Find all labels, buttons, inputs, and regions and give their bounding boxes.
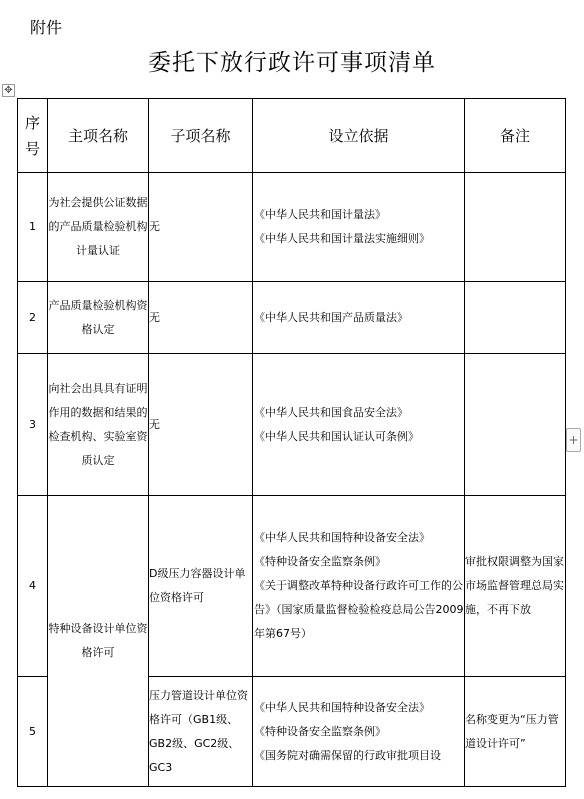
basis-line: 《中华人民共和国计量法实施细则》 xyxy=(254,232,430,245)
header-seq: 序号 xyxy=(18,99,48,173)
row-basis xyxy=(253,677,465,787)
table-header-row xyxy=(18,99,566,173)
table-add-column-icon[interactable]: + xyxy=(566,428,581,452)
row-basis xyxy=(253,173,465,282)
basis-line: 《国务院对确需保留的行政审批项目设 xyxy=(254,748,441,762)
basis-line: 《中华人民共和国认证认可条例》 xyxy=(254,429,419,443)
document-title: 委托下放行政许可事项清单 xyxy=(148,50,436,76)
row-sub-item: 无 xyxy=(149,282,253,354)
row-seq: 5 xyxy=(18,677,48,787)
row-basis xyxy=(253,354,465,496)
row-remark: 名称变更为“压力管道设计许可” xyxy=(465,677,566,787)
row-sub-item: 无 xyxy=(149,173,253,282)
row-basis xyxy=(253,496,465,677)
row-main-item: 向社会出具具有证明作用的数据和结果的检查机构、实验室资质认定 xyxy=(48,354,149,496)
row-seq: 2 xyxy=(18,282,48,354)
table-row xyxy=(18,496,566,677)
permission-list-table xyxy=(17,98,566,787)
row-main-item: 为社会提供公证数据的产品质量检验机构计量认证 xyxy=(48,173,149,282)
header-basis: 设立依据 xyxy=(253,99,465,173)
basis-line: 《特种设备安全监察条例》 xyxy=(254,724,386,738)
basis-line: 《中华人民共和国产品质量法》 xyxy=(254,310,408,324)
row-remark: 审批权限调整为国家市场监督管理总局实施，不再下放 xyxy=(465,496,566,677)
basis-line: 《中华人民共和国特种设备安全法》 xyxy=(254,531,430,544)
row-basis xyxy=(253,282,465,354)
table-row xyxy=(18,282,566,354)
basis-line: 《中华人民共和国食品安全法》 xyxy=(254,405,408,419)
table-row xyxy=(18,354,566,496)
table-move-handle-icon[interactable]: ✥ xyxy=(2,84,15,97)
row-sub-item: D级压力容器设计单位资格许可 xyxy=(149,496,253,677)
header-main-item: 主项名称 xyxy=(48,99,149,173)
row-seq: 4 xyxy=(18,496,48,677)
row-seq: 3 xyxy=(18,354,48,496)
basis-line: 《特种设备安全监察条例》 xyxy=(254,555,386,568)
row-remark xyxy=(465,354,566,496)
row-remark xyxy=(465,282,566,354)
row-remark xyxy=(465,173,566,282)
row-main-item: 产品质量检验机构资格认定 xyxy=(48,282,149,354)
header-sub-item: 子项名称 xyxy=(149,99,253,173)
basis-line: 《中华人民共和国特种设备安全法》 xyxy=(254,700,430,714)
row-sub-item: 无 xyxy=(149,354,253,496)
basis-line: 《中华人民共和国计量法》 xyxy=(254,208,386,221)
row-seq: 1 xyxy=(18,173,48,282)
header-remark: 备注 xyxy=(465,99,566,173)
table-row xyxy=(18,173,566,282)
row-sub-item: 压力管道设计单位资格许可（GB1级、GB2级、GC2级、GC3 xyxy=(149,677,253,787)
attachment-label: 附件 xyxy=(30,18,63,37)
basis-line: 《关于调整改革特种设备行政许可工作的公告》（国家质量监督检验检疫总局公告2009年第67号） xyxy=(254,579,464,640)
row-main-item: 特种设备设计单位资格许可 xyxy=(48,496,149,787)
